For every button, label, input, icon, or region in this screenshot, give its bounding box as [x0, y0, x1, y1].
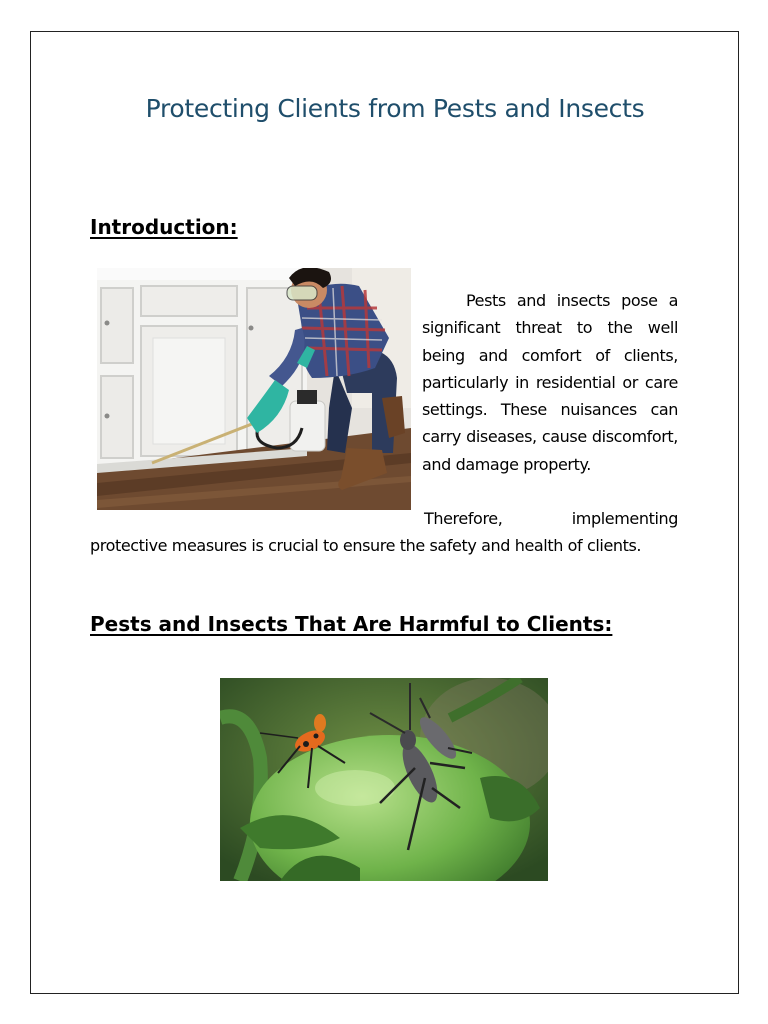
introduction-heading: Introduction:: [90, 215, 238, 239]
introduction-paragraph-tail: [90, 505, 680, 560]
introduction-paragraph-text: Pests and insects pose a significant threat to the well being and comfort of clients, particularly in residential or care settings. These nuisances can carry diseases, cause discomfort, and damage property.: [422, 291, 678, 474]
introduction-paragraph: [422, 287, 678, 478]
pest-control-worker-image: [97, 268, 411, 510]
insects-on-tomato-image: [220, 678, 548, 881]
tail-line-2: protective measures is crucial to ensure the safety and health of clients.: [90, 536, 642, 556]
pests-heading: Pests and Insects That Are Harmful to Clients:: [90, 612, 613, 636]
document-title: Protecting Clients from Pests and Insects: [145, 94, 645, 123]
tail-word-implementing: implementing: [571, 509, 678, 528]
tail-word-therefore: Therefore,: [424, 509, 503, 528]
